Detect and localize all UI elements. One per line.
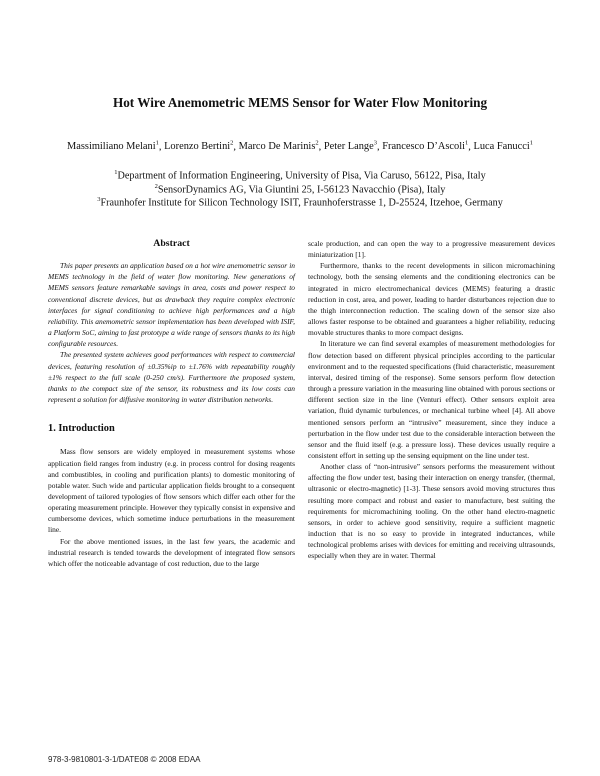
abstract-paragraph: The presented system achieves good performances with respect to commercial devices, featuring resolution of ±0.35%ip to ±1.76% with repeatability roughly ±1% respect to the full scale (0-250 cm/s). Furthermore the proposed system, thanks to the compact size of the sensor, its robustness and its low costs can represent a solution for diffusive monitoring in water distribution networks. — [48, 350, 295, 405]
left-column — [48, 238, 295, 569]
author: Lorenzo Bertini$^2$ — [164, 140, 234, 153]
author: Marco De Marinis$^2$ — [238, 140, 319, 153]
author: Peter Lange$^3$ — [323, 140, 377, 153]
abstract-paragraph: This paper presents an application based on a hot wire anemometric sensor in MEMS technology in the field of water flow monitoring. New generations of MEMS sensors feature remarkable savings in area, costs and power respect to conventional discrete devices, but as drawback they require complex electronic interfaces for signal conditioning to achieve high performances and a high reliability. This anemometric sensor implementation has been developed with ISIF, a Platform SoC, aiming to fast prototype a wide range of sensors thanks to its high configurable resources. — [48, 261, 295, 349]
author: Francesco D’Ascoli$^1$ — [382, 140, 469, 153]
author: Massimiliano Melani$^1$ — [67, 140, 159, 153]
body-paragraph: Mass flow sensors are widely employed in measurement systems whose application field ranges from industry (e.g. in process control for dosing reagents and combustibles, in cooling and purification plants) to domestic monitoring of potable water. Such wide and particular application fields brought to a consequent development of tailored typologies of flow sensors which differ each other for the operating measurement principle. However they typically consist in expensive and cumbersome devices, which sometime induce perturbations in the measurement line. — [48, 447, 295, 535]
affiliation-1: $^1$Department of Information Engineering, University of Pisa, Via Caruso, 56122, Pisa, Italy — [114, 169, 486, 182]
paper-title: Hot Wire Anemometric MEMS Sensor for Water Flow Monitoring — [112, 95, 488, 110]
introduction-heading: 1. Introduction — [48, 423, 115, 435]
abstract-section — [48, 238, 295, 405]
copyright-footer: 978-3-9810801-3-1/DATE08 © 2008 EDAA — [48, 755, 201, 764]
right-column — [308, 238, 555, 562]
affiliation-2: $^2$SensorDynamics AG, Via Giuntini 25, I-56123 Navacchio (Pisa), Italy — [154, 183, 446, 196]
abstract-heading: Abstract — [153, 238, 190, 249]
body-paragraph: Another class of “non-intrusive” sensors performs the measurement without affecting the flow under test, basing their interaction on energy transfer, (thermal, ultrasonic or electro-magnetic) [1-3]. These sensors avoid moving structures thus resulting more compact and robust and easier to manufacture, best suiting the requirements for micromachining tooling. On the other hand electro-magnetic sensors, in order to achieve good sensitivity, require a sufficient magnetic induction that is no so easy to provide in integrated inductances, while technological problems arises with devices for emitting and receiving ultrasounds, especially when they are in water. Thermal — [308, 462, 555, 561]
body-paragraph: scale production, and can open the way to a progressive measurement devices miniaturization [1]. — [308, 239, 555, 260]
author: Luca Fanucci$^1$ — [473, 140, 533, 153]
body-paragraph: In literature we can find several examples of measurement methodologies for flow detection based on different physical principles according to the particular environment and to the requested specifications (fluid characteristic, measurement interval, desired timing of the response). Some sensors perform flow detection through a pressure variation in the measuring line obtained with porous sections or different section size in the line (Venturi effect). Other sensors exploit area variation, fluid dynamic turbulences, or mechanical turbine wheel [4]. All above mentioned sensors perform an “intrusive” measurement, since they induce a perturbation in the flow under test due to the considerable interaction between the sensor and the fluid itself (e.g. a pressure loss). These devices usually require a consistent effort in setting up the sensing equipment on the line under test. — [308, 339, 555, 460]
body-paragraph: For the above mentioned issues, in the last few years, the academic and industrial research is tended towards the development of integrated flow sensors which offer the noticeable advantage of cost reduction, due to the large — [48, 536, 295, 568]
body-paragraph: Furthermore, thanks to the recent developments in silicon micromachining technology, both the sensing elements and the conditioning electronics can be integrated in micro electromechanical devices (MEMS) featuring a drastic reduction in cost, area, and power, leading to harder disturbances rejection due to the thigh interconnection reduction. The scaling down of the sensor size also allows faster response to be obtained and guarantees a higher reliability, reducing movable structures thanks to more compact designs. — [308, 261, 555, 338]
affiliation-3: $^3$Fraunhofer Institute for Silicon Technology ISIT, Fraunhoferstrasse 1, D-25524, Itzehoe, Germany — [97, 196, 503, 209]
author-list: Massimiliano Melani$^1$, Lorenzo Bertini$^2$, Marco De Marinis$^2$, Peter Lange$^3$, Francesco D’Ascoli$^1$, Luca Fanucci$^1$ — [67, 140, 533, 153]
